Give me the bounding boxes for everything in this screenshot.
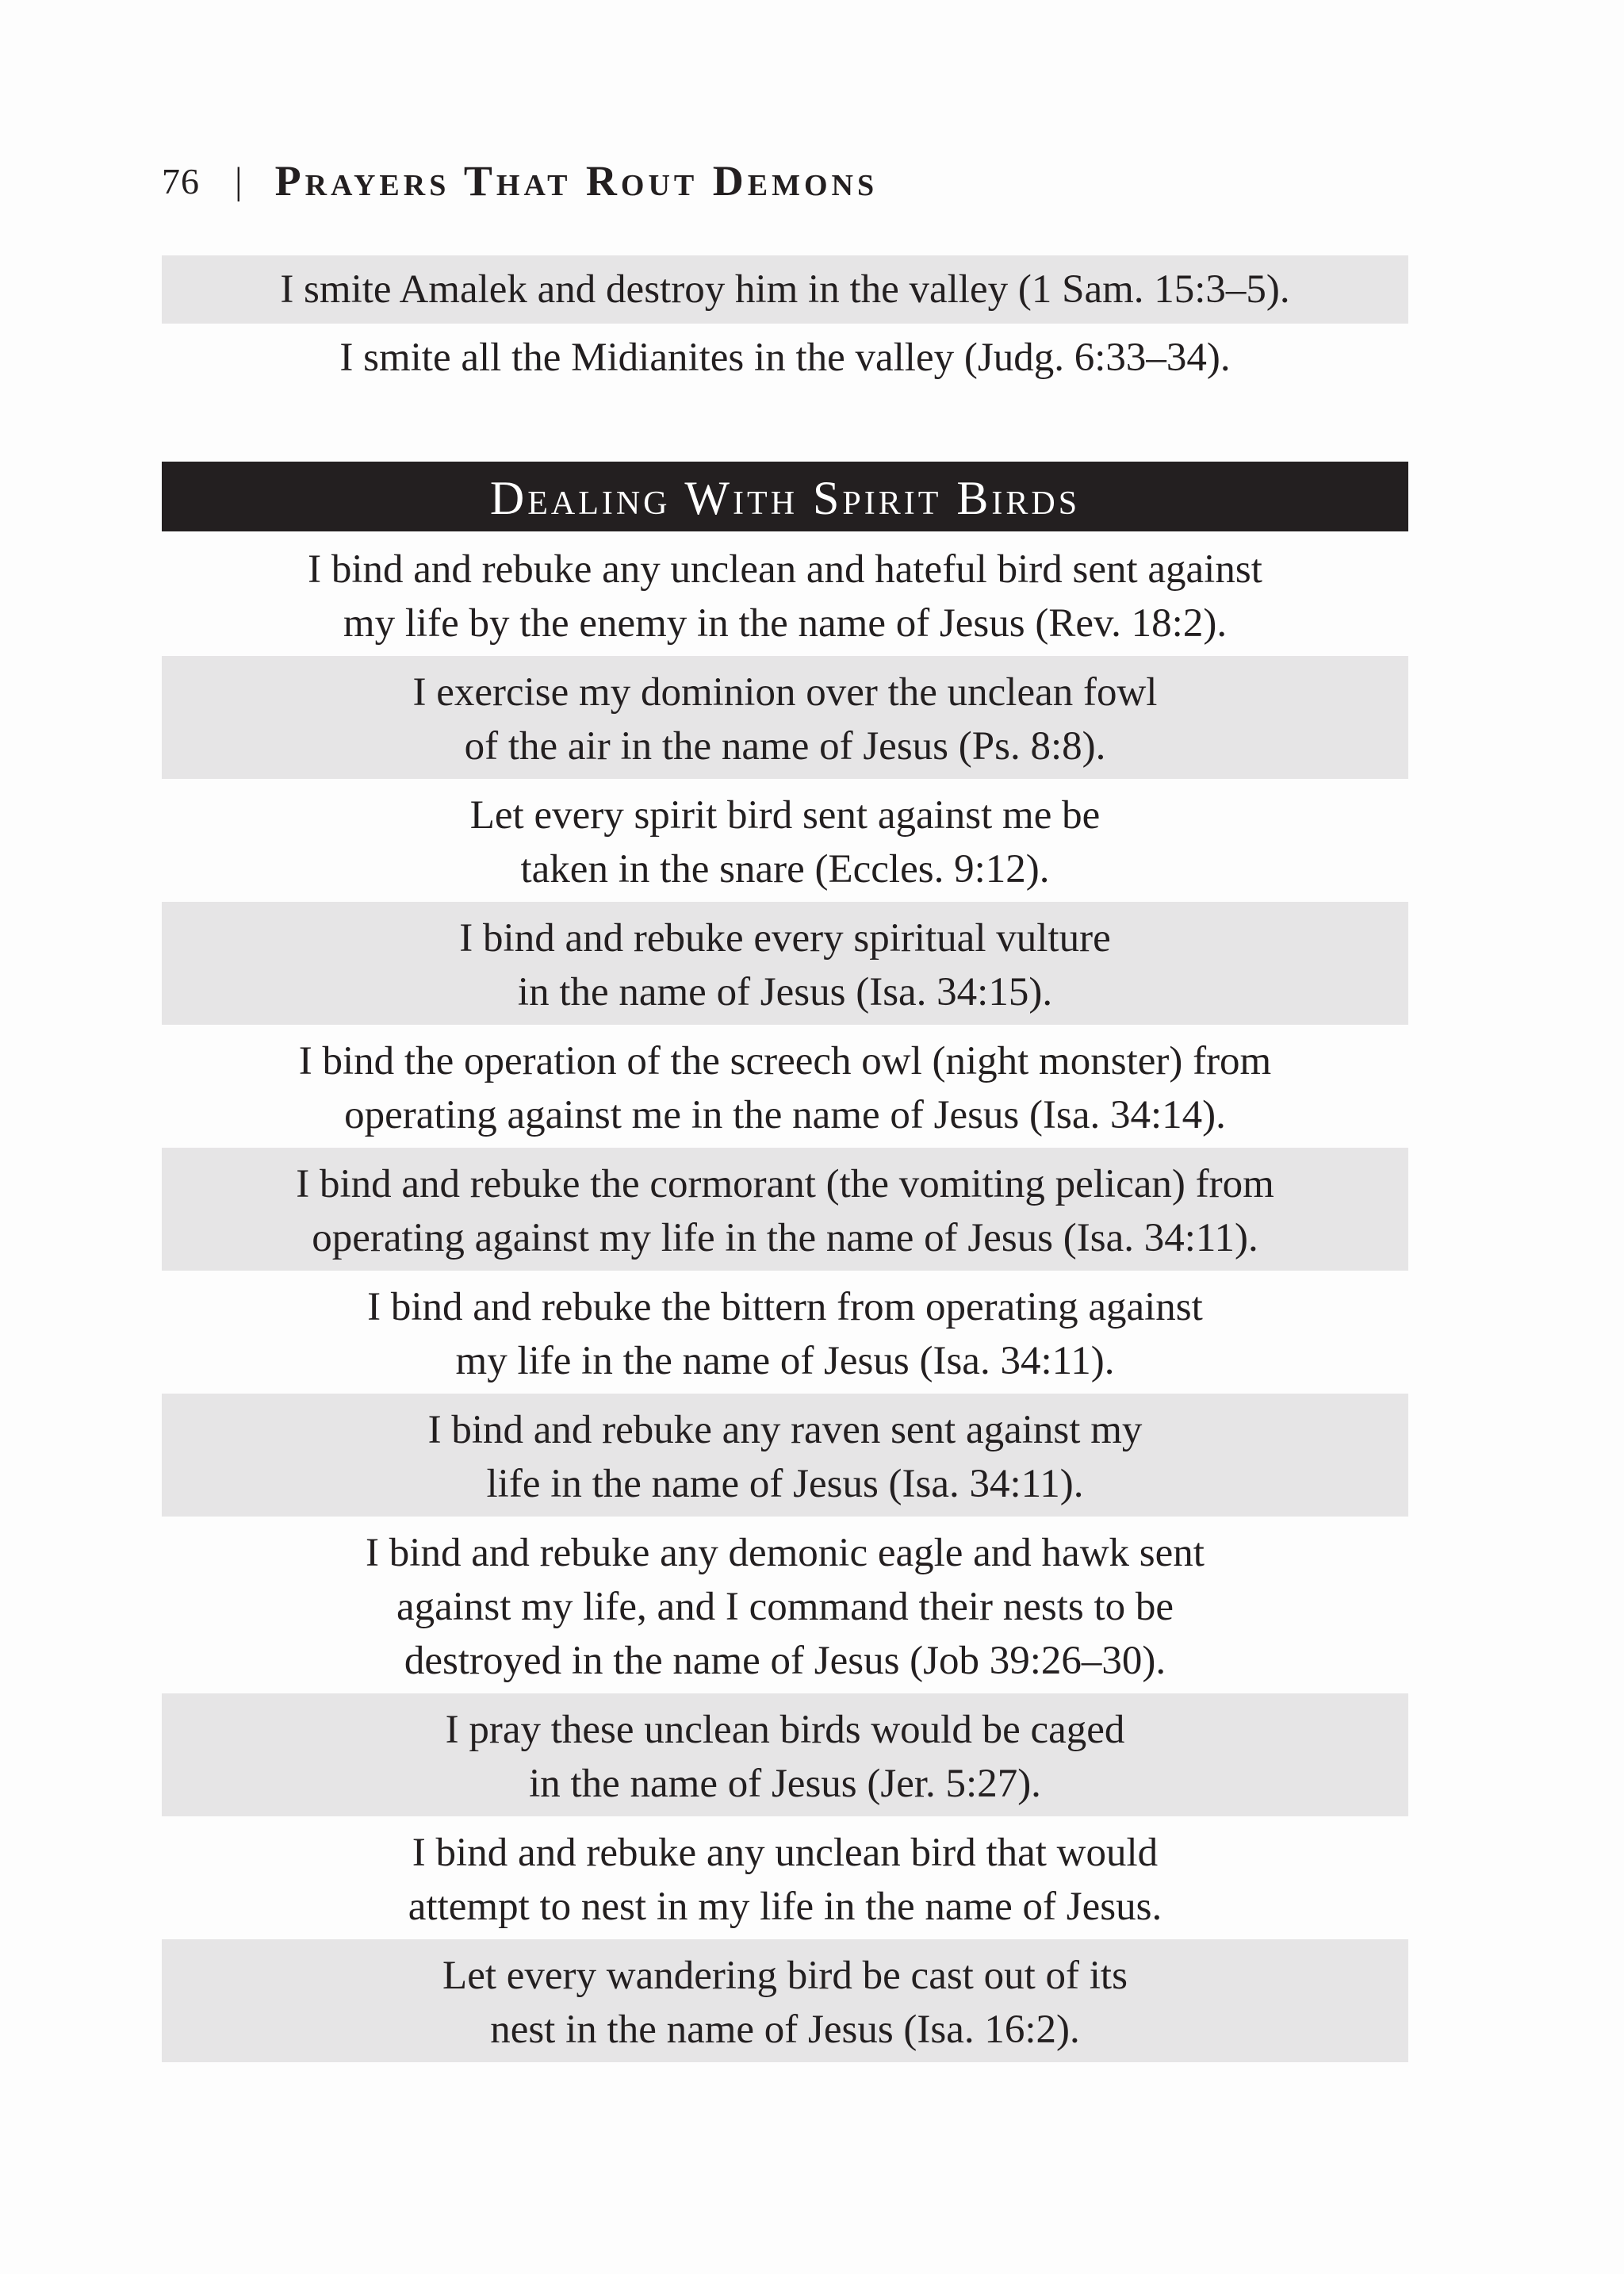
prayer-text: I bind the operation of the screech owl (night monster) from operating against me in the name of Jesus (Isa. 34:14). — [298, 1039, 1272, 1137]
prayer-item — [162, 1271, 1408, 1394]
prayer-item — [162, 656, 1408, 779]
prayer-item — [162, 324, 1408, 392]
top-prayer-list — [162, 255, 1408, 392]
prayer-text: I exercise my dominion over the unclean fowl of the air in the name of Jesus (Ps. 8:8). — [412, 670, 1158, 769]
book-title: Prayers That Rout Demons — [274, 157, 879, 205]
prayer-item — [162, 1816, 1408, 1939]
prayer-item — [162, 779, 1408, 902]
prayer-item — [162, 255, 1408, 324]
prayer-text: I bind and rebuke every spiritual vulture in the name of Jesus (Isa. 34:15). — [459, 916, 1111, 1014]
prayer-item — [162, 1394, 1408, 1517]
prayer-item — [162, 1517, 1408, 1693]
running-head — [162, 149, 878, 213]
prayer-text: I bind and rebuke any unclean bird that would attempt to nest in my life in the name of Jesus. — [408, 1831, 1162, 1929]
prayer-item — [162, 533, 1408, 656]
prayer-item — [162, 1939, 1408, 2062]
prayer-text: I bind and rebuke any raven sent against my life in the name of Jesus (Isa. 34:11). — [427, 1408, 1143, 1506]
prayer-item — [162, 1025, 1408, 1148]
prayer-text: I pray these unclean birds would be caged in the name of Jesus (Jer. 5:27). — [445, 1708, 1125, 1806]
prayer-text: I bind and rebuke the bittern from operating against my life in the name of Jesus (Isa. 34:11). — [367, 1285, 1203, 1383]
prayer-text: I bind and rebuke any demonic eagle and hawk sent against my life, and I command their nests to be destroyed in the name of Jesus (Job 39:26–30). — [366, 1531, 1205, 1683]
prayer-text: Let every wandering bird be cast out of its nest in the name of Jesus (Isa. 16:2). — [442, 1954, 1128, 2052]
prayer-text: I smite all the Midianites in the valley (Judg. 6:33–34). — [339, 336, 1231, 380]
prayer-text: I bind and rebuke the cormorant (the vomiting pelican) from operating against my life in the name of Jesus (Isa. 34:11). — [296, 1162, 1274, 1260]
header-separator: | — [235, 159, 243, 202]
section-heading: Dealing With Spirit Birds — [162, 462, 1408, 531]
prayer-text: Let every spirit bird sent against me be taken in the snare (Eccles. 9:12). — [469, 793, 1101, 892]
prayer-text: I bind and rebuke any unclean and hateful bird sent against my life by the enemy in the name of Jesus (Rev. 18:2). — [308, 547, 1262, 646]
prayer-text: I smite Amalek and destroy him in the valley (1 Sam. 15:3–5). — [280, 267, 1290, 312]
prayer-item — [162, 1148, 1408, 1271]
prayer-item — [162, 1693, 1408, 1816]
page-number: 76 — [162, 160, 200, 201]
prayer-item — [162, 902, 1408, 1025]
spirit-birds-prayer-list — [162, 533, 1408, 2062]
